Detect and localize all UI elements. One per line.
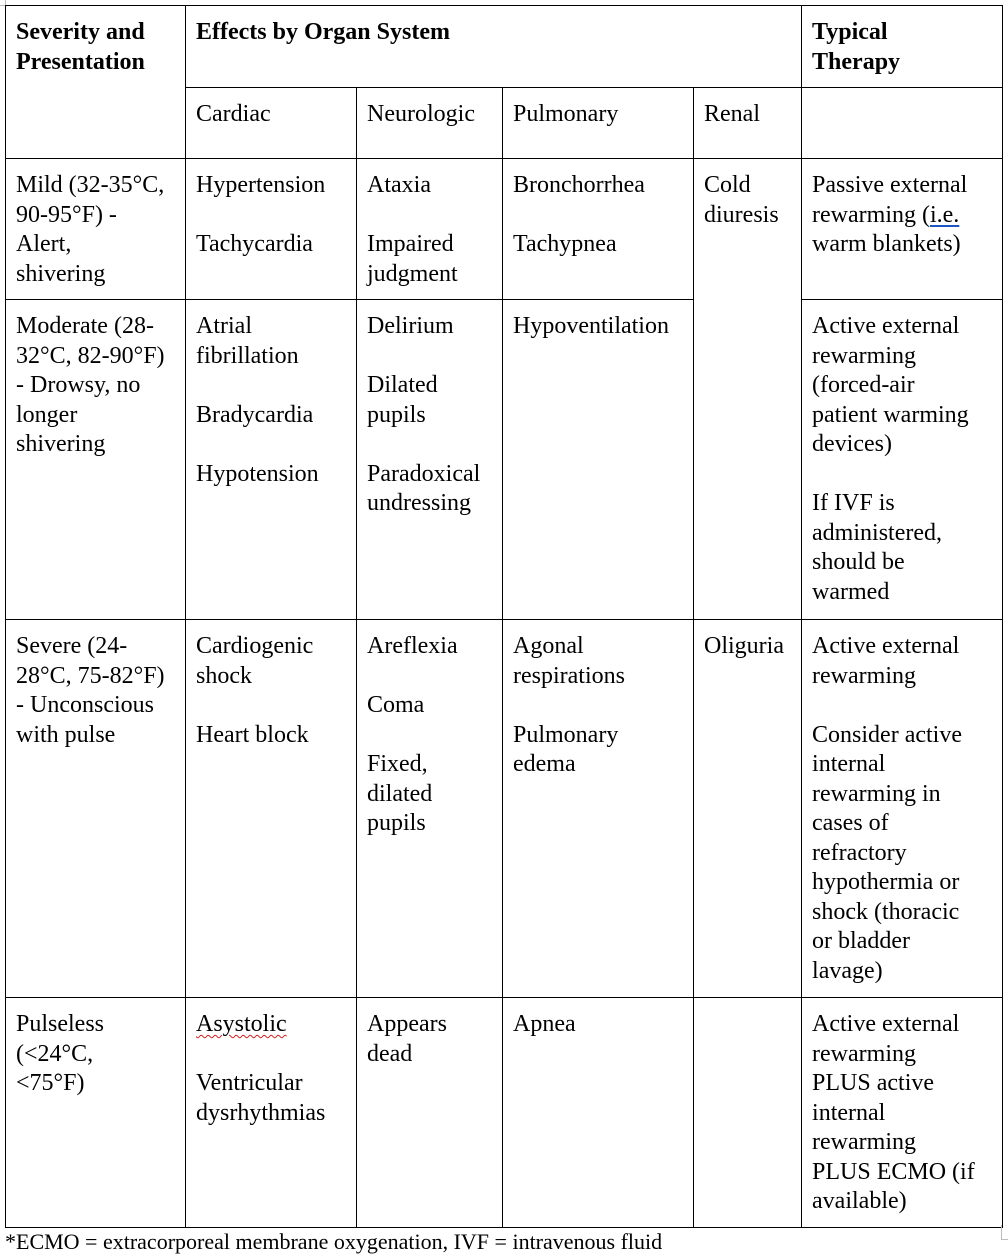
text-line: or bladder: [812, 928, 910, 954]
text-line: rewarming: [812, 662, 916, 689]
text-line: Pulseless: [16, 1011, 105, 1037]
text-line: Delirium: [367, 313, 454, 339]
hypothermia-table: [5, 5, 1003, 1228]
text-line: rewarming: [812, 1040, 916, 1067]
page-corner-mark: [1001, 1225, 1008, 1240]
paragraph-gap: [812, 691, 996, 721]
text-line: Ataxia: [367, 172, 431, 198]
cell-renal: [694, 159, 802, 620]
text-line: rewarming in: [812, 780, 941, 807]
paragraph-gap: [196, 430, 350, 460]
subheader-renal: [694, 88, 802, 159]
text-line: Heart block: [196, 721, 309, 748]
text-line: Active external: [812, 1011, 960, 1037]
paragraph-gap: [367, 721, 496, 751]
text-line: refractory: [812, 839, 907, 866]
text-line: Moderate (28-: [16, 313, 154, 339]
text-line: administered,: [812, 519, 942, 546]
text-line: lavage): [812, 957, 883, 984]
text-line: (<24°C,: [16, 1040, 94, 1067]
cell-cardiac: [186, 998, 357, 1228]
text-line: judgment: [367, 260, 458, 287]
cell-pulmonary: [503, 620, 694, 998]
header-therapy-line: Therapy: [812, 48, 901, 75]
text-fragment: rewarming (: [812, 201, 930, 228]
text-line: [812, 201, 996, 231]
text-line: edema: [513, 751, 576, 777]
cell-neurologic: [357, 300, 503, 620]
paragraph-gap: [367, 662, 496, 692]
paragraph-gap: [196, 371, 350, 401]
text-line: 32°C, 82-90°F): [16, 342, 165, 369]
paragraph-gap: [196, 201, 350, 231]
text-line: shivering: [16, 431, 106, 457]
text-line: dysrhythmias: [196, 1099, 326, 1126]
text-line: Tachycardia: [196, 231, 313, 257]
paragraph-gap: [367, 430, 496, 460]
header-severity-cell: [6, 6, 186, 159]
header-effects-label: Effects by Organ System: [196, 19, 450, 45]
subheader-pulmonary-label: Pulmonary: [513, 101, 619, 127]
text-line: Apnea: [513, 1011, 576, 1037]
text-line: internal: [812, 1099, 886, 1126]
text-line: Oliguria: [704, 633, 784, 659]
text-line: Consider active: [812, 721, 962, 748]
footnote: *ECMO = extracorporeal membrane oxygenation, IVF = intravenous fluid: [5, 1229, 663, 1254]
text-line: pupils: [367, 401, 426, 428]
text-line: PLUS active: [812, 1070, 935, 1096]
text-line: devices): [812, 431, 892, 457]
cell-therapy: [802, 159, 1003, 300]
paragraph-gap: [196, 691, 350, 721]
text-line: Agonal: [513, 633, 584, 659]
table-row-pulseless: [6, 998, 1003, 1228]
text-line: Alert,: [16, 231, 72, 257]
text-line: dilated: [367, 780, 433, 807]
text-line: should be: [812, 549, 905, 575]
header-severity-line: Severity and: [16, 19, 145, 45]
text-line: PLUS ECMO (if: [812, 1158, 975, 1185]
text-line: Active external: [812, 313, 960, 339]
text-line: Hypoventilation: [513, 313, 669, 339]
cell-therapy: [802, 620, 1003, 998]
ie-link[interactable]: i.e.: [929, 201, 960, 228]
cell-neurologic: [357, 159, 503, 300]
text-line: warmed: [812, 578, 890, 605]
paragraph-gap: [513, 691, 687, 721]
paragraph-gap: [367, 342, 496, 372]
text-line: Active external: [812, 633, 960, 659]
text-line: patient warming: [812, 401, 969, 428]
cell-pulmonary: [503, 998, 694, 1228]
cell-severity: [6, 998, 186, 1228]
spellcheck-word: Asystolic: [196, 1011, 287, 1037]
header-effects-cell: [186, 6, 802, 88]
cell-severity: [6, 620, 186, 998]
text-line: Areflexia: [367, 633, 458, 659]
text-line: dead: [367, 1040, 413, 1067]
text-line: Atrial: [196, 313, 252, 339]
text-line: - Drowsy, no: [16, 372, 141, 398]
text-line: 28°C, 75-82°F): [16, 662, 165, 689]
text-line: internal: [812, 751, 886, 777]
text-line: Tachypnea: [513, 231, 617, 257]
text-line: Severe (24-: [16, 633, 128, 659]
text-line: hypothermia or: [812, 869, 960, 895]
table-header-row: [6, 6, 1003, 88]
cell-cardiac: [186, 620, 357, 998]
text-line: Coma: [367, 692, 425, 718]
cell-severity: [6, 159, 186, 300]
text-line: longer: [16, 401, 78, 428]
text-line: - Unconscious: [16, 692, 154, 718]
text-line: rewarming: [812, 342, 916, 369]
text-line: <75°F): [16, 1070, 85, 1096]
cell-pulmonary: [503, 159, 694, 300]
text-line: Paradoxical: [367, 460, 481, 487]
text-line: 90-95°F) -: [16, 201, 117, 228]
text-line: [196, 1010, 350, 1040]
text-line: Appears: [367, 1011, 447, 1037]
table-row-mild: [6, 159, 1003, 300]
text-line: Hypertension: [196, 172, 326, 198]
text-line: shock: [196, 662, 252, 689]
paragraph-gap: [367, 201, 496, 231]
subheader-renal-label: Renal: [704, 101, 760, 127]
text-line: available): [812, 1188, 907, 1214]
text-line: Passive external: [812, 172, 968, 198]
text-line: Ventricular: [196, 1070, 303, 1096]
text-line: Impaired: [367, 231, 454, 257]
header-severity-line: Presentation: [16, 48, 145, 75]
text-line: Fixed,: [367, 751, 428, 777]
subheader-neurologic-label: Neurologic: [367, 101, 475, 127]
cell-therapy: [802, 998, 1003, 1228]
cell-therapy: [802, 300, 1003, 620]
paragraph-gap: [513, 201, 687, 231]
text-line: cases of: [812, 810, 889, 836]
text-line: respirations: [513, 662, 625, 689]
table-row-moderate: [6, 300, 1003, 620]
subheader-pulmonary: [503, 88, 694, 159]
text-line: Pulmonary: [513, 721, 619, 748]
cell-pulmonary: [503, 300, 694, 620]
paragraph-gap: [812, 460, 996, 490]
text-line: undressing: [367, 490, 471, 516]
header-therapy-cell: [802, 6, 1003, 88]
cell-renal-empty: [694, 998, 802, 1228]
text-line: Dilated: [367, 372, 438, 398]
cell-neurologic: [357, 998, 503, 1228]
text-line: Cold: [704, 172, 751, 198]
text-line: Bradycardia: [196, 401, 314, 428]
subheader-therapy-empty: [802, 88, 1003, 159]
text-line: shock (thoracic: [812, 898, 960, 925]
text-line: Hypotension: [196, 460, 319, 487]
header-therapy-line: Typical: [812, 19, 888, 45]
cell-severity: [6, 300, 186, 620]
text-line: fibrillation: [196, 342, 299, 369]
cell-neurologic: [357, 620, 503, 998]
cell-renal: [694, 620, 802, 998]
text-line: shivering: [16, 260, 106, 287]
text-line: rewarming: [812, 1129, 916, 1155]
subheader-cardiac-label: Cardiac: [196, 101, 271, 127]
paragraph-gap: [196, 1040, 350, 1070]
table-row-severe: [6, 620, 1003, 998]
text-line: Cardiogenic: [196, 633, 314, 659]
text-line: If IVF is: [812, 490, 895, 516]
subheader-neurologic: [357, 88, 503, 159]
text-line: Mild (32-35°C,: [16, 172, 165, 198]
text-line: (forced-air: [812, 372, 915, 398]
text-line: Bronchorrhea: [513, 172, 645, 198]
text-line: pupils: [367, 810, 426, 836]
text-line: with pulse: [16, 721, 116, 748]
cell-cardiac: [186, 159, 357, 300]
text-line: warm blankets): [812, 231, 961, 257]
subheader-cardiac: [186, 88, 357, 159]
text-line: diuresis: [704, 201, 779, 228]
cell-cardiac: [186, 300, 357, 620]
